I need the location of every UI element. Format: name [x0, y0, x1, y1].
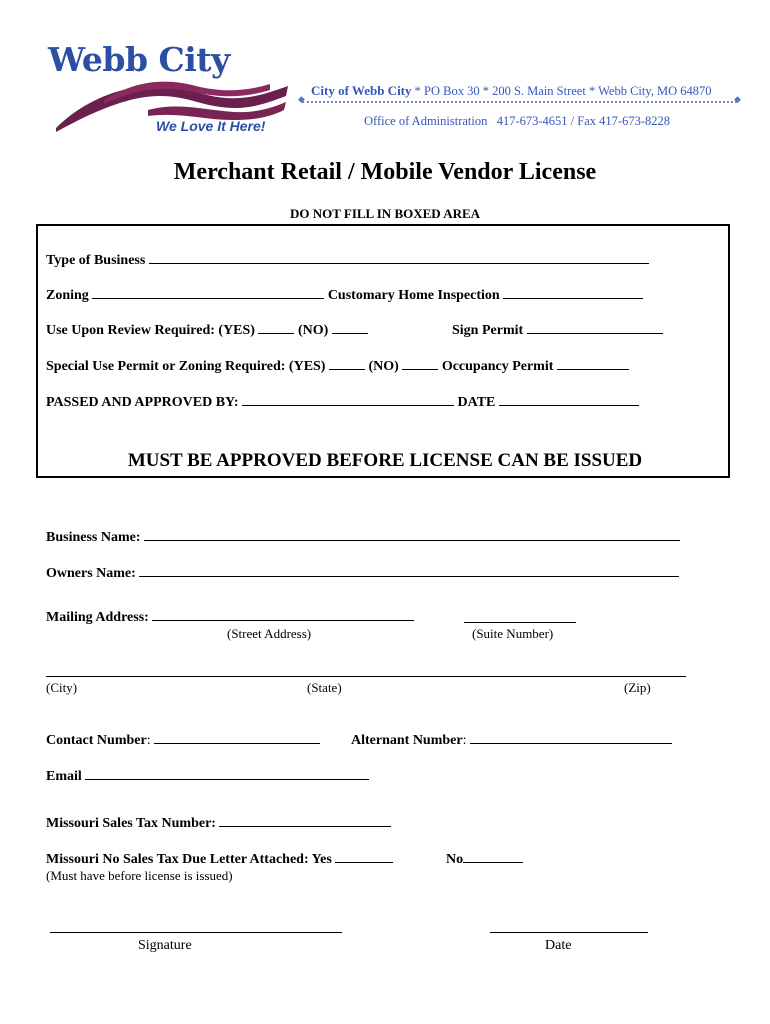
use-upon-review-no-line[interactable]: [332, 321, 368, 334]
header-divider: [302, 101, 737, 103]
contact-number-label: Contact Number: [46, 733, 147, 748]
use-upon-review-no-label: (NO): [297, 323, 329, 338]
city-state-zip-line[interactable]: [46, 664, 686, 677]
boxed-instruction: DO NOT FILL IN BOXED AREA: [289, 206, 481, 221]
page-title: Merchant Retail / Mobile Vendor License: [173, 159, 597, 185]
type-of-business-line[interactable]: [149, 251, 649, 264]
use-upon-review-yes-line[interactable]: [258, 321, 294, 334]
passed-approved-label: PASSED AND APPROVED BY:: [46, 395, 239, 410]
business-name-row: [46, 528, 680, 546]
passed-approved-line[interactable]: [242, 393, 454, 406]
no-sales-tax-no-row: [446, 850, 523, 868]
sign-permit-label: Sign Permit: [452, 323, 524, 338]
mailing-address-label: Mailing Address:: [46, 610, 149, 625]
office-contact: Office of Administration 417-673-4651 / Fax 417-673-8228: [364, 114, 670, 128]
type-of-business-row: [46, 251, 649, 269]
type-of-business-label: Type of Business: [46, 253, 146, 268]
approval-date-line[interactable]: [499, 393, 639, 406]
owners-name-label: Owners Name:: [46, 566, 136, 581]
no-sales-tax-label: Missouri No Sales Tax Due Letter Attached: Yes: [46, 852, 332, 867]
sign-permit-row: [452, 321, 663, 339]
logo-name: Webb City: [48, 40, 230, 79]
no-sales-tax-no-line[interactable]: [463, 850, 523, 863]
no-sales-tax-row: [46, 850, 393, 868]
customary-home-inspection-line[interactable]: [503, 286, 643, 299]
special-use-label: Special Use Permit or Zoning Required: (YES): [46, 359, 326, 374]
zoning-row: [46, 286, 643, 304]
owners-name-row: [46, 564, 679, 582]
contact-number-row: [46, 731, 320, 749]
special-use-yes-line[interactable]: [329, 357, 365, 370]
street-address-caption: (Street Address): [227, 626, 312, 641]
occupancy-permit-line[interactable]: [557, 357, 629, 370]
email-line[interactable]: [85, 767, 369, 780]
zip-caption: (Zip): [624, 680, 651, 695]
business-name-line[interactable]: [144, 528, 680, 541]
address-city: City of Webb City: [311, 83, 412, 98]
alternant-number-label: Alternant Number: [351, 733, 463, 748]
special-use-row: [46, 357, 629, 375]
use-upon-review-label: Use Upon Review Required: (YES): [46, 323, 255, 338]
special-use-no-label: (NO): [368, 359, 399, 374]
mailing-address-row: [46, 608, 414, 626]
contact-number-line[interactable]: [154, 731, 320, 744]
mo-sales-tax-label: Missouri Sales Tax Number:: [46, 816, 216, 831]
header-address: [311, 83, 712, 99]
email-row: [46, 767, 369, 785]
email-label: Email: [46, 769, 82, 784]
signature-caption: Signature: [138, 938, 192, 953]
approval-date-label: DATE: [457, 395, 496, 410]
sign-permit-line[interactable]: [527, 321, 663, 334]
logo-tagline: We Love It Here!: [156, 118, 266, 134]
zoning-line[interactable]: [92, 286, 324, 299]
special-use-no-line[interactable]: [402, 357, 438, 370]
business-name-label: Business Name:: [46, 530, 141, 545]
no-sales-tax-yes-line[interactable]: [335, 850, 393, 863]
signature-line[interactable]: [50, 920, 342, 933]
state-caption: (State): [307, 680, 342, 695]
use-upon-review-row: [46, 321, 368, 339]
signature-date-line[interactable]: [490, 920, 648, 933]
mo-sales-tax-line[interactable]: [219, 814, 391, 827]
alternant-number-row: [351, 731, 672, 749]
signature-date-caption: Date: [545, 938, 572, 953]
contact-number-colon: :: [146, 733, 151, 748]
address-rest: * PO Box 30 * 200 S. Main Street * Webb City, MO 64870: [411, 84, 712, 98]
customary-home-inspection-label: Customary Home Inspection: [327, 288, 500, 303]
alternant-number-line[interactable]: [470, 731, 672, 744]
zoning-label: Zoning: [46, 288, 89, 303]
street-address-line[interactable]: [152, 608, 414, 621]
must-have-note: (Must have before license is issued): [46, 868, 233, 883]
mo-sales-tax-row: [46, 814, 391, 832]
no-sales-tax-no-label: No: [446, 852, 464, 867]
approval-notice: MUST BE APPROVED BEFORE LICENSE CAN BE ISSUED: [127, 450, 643, 471]
city-caption: (City): [46, 680, 78, 695]
occupancy-permit-label: Occupancy Permit: [441, 359, 554, 374]
alternant-number-colon: :: [462, 733, 467, 748]
webb-city-logo: [44, 40, 304, 140]
suite-number-caption: (Suite Number): [472, 626, 554, 641]
suite-number-line[interactable]: [464, 610, 576, 623]
owners-name-line[interactable]: [139, 564, 679, 577]
passed-approved-row: [46, 393, 639, 411]
